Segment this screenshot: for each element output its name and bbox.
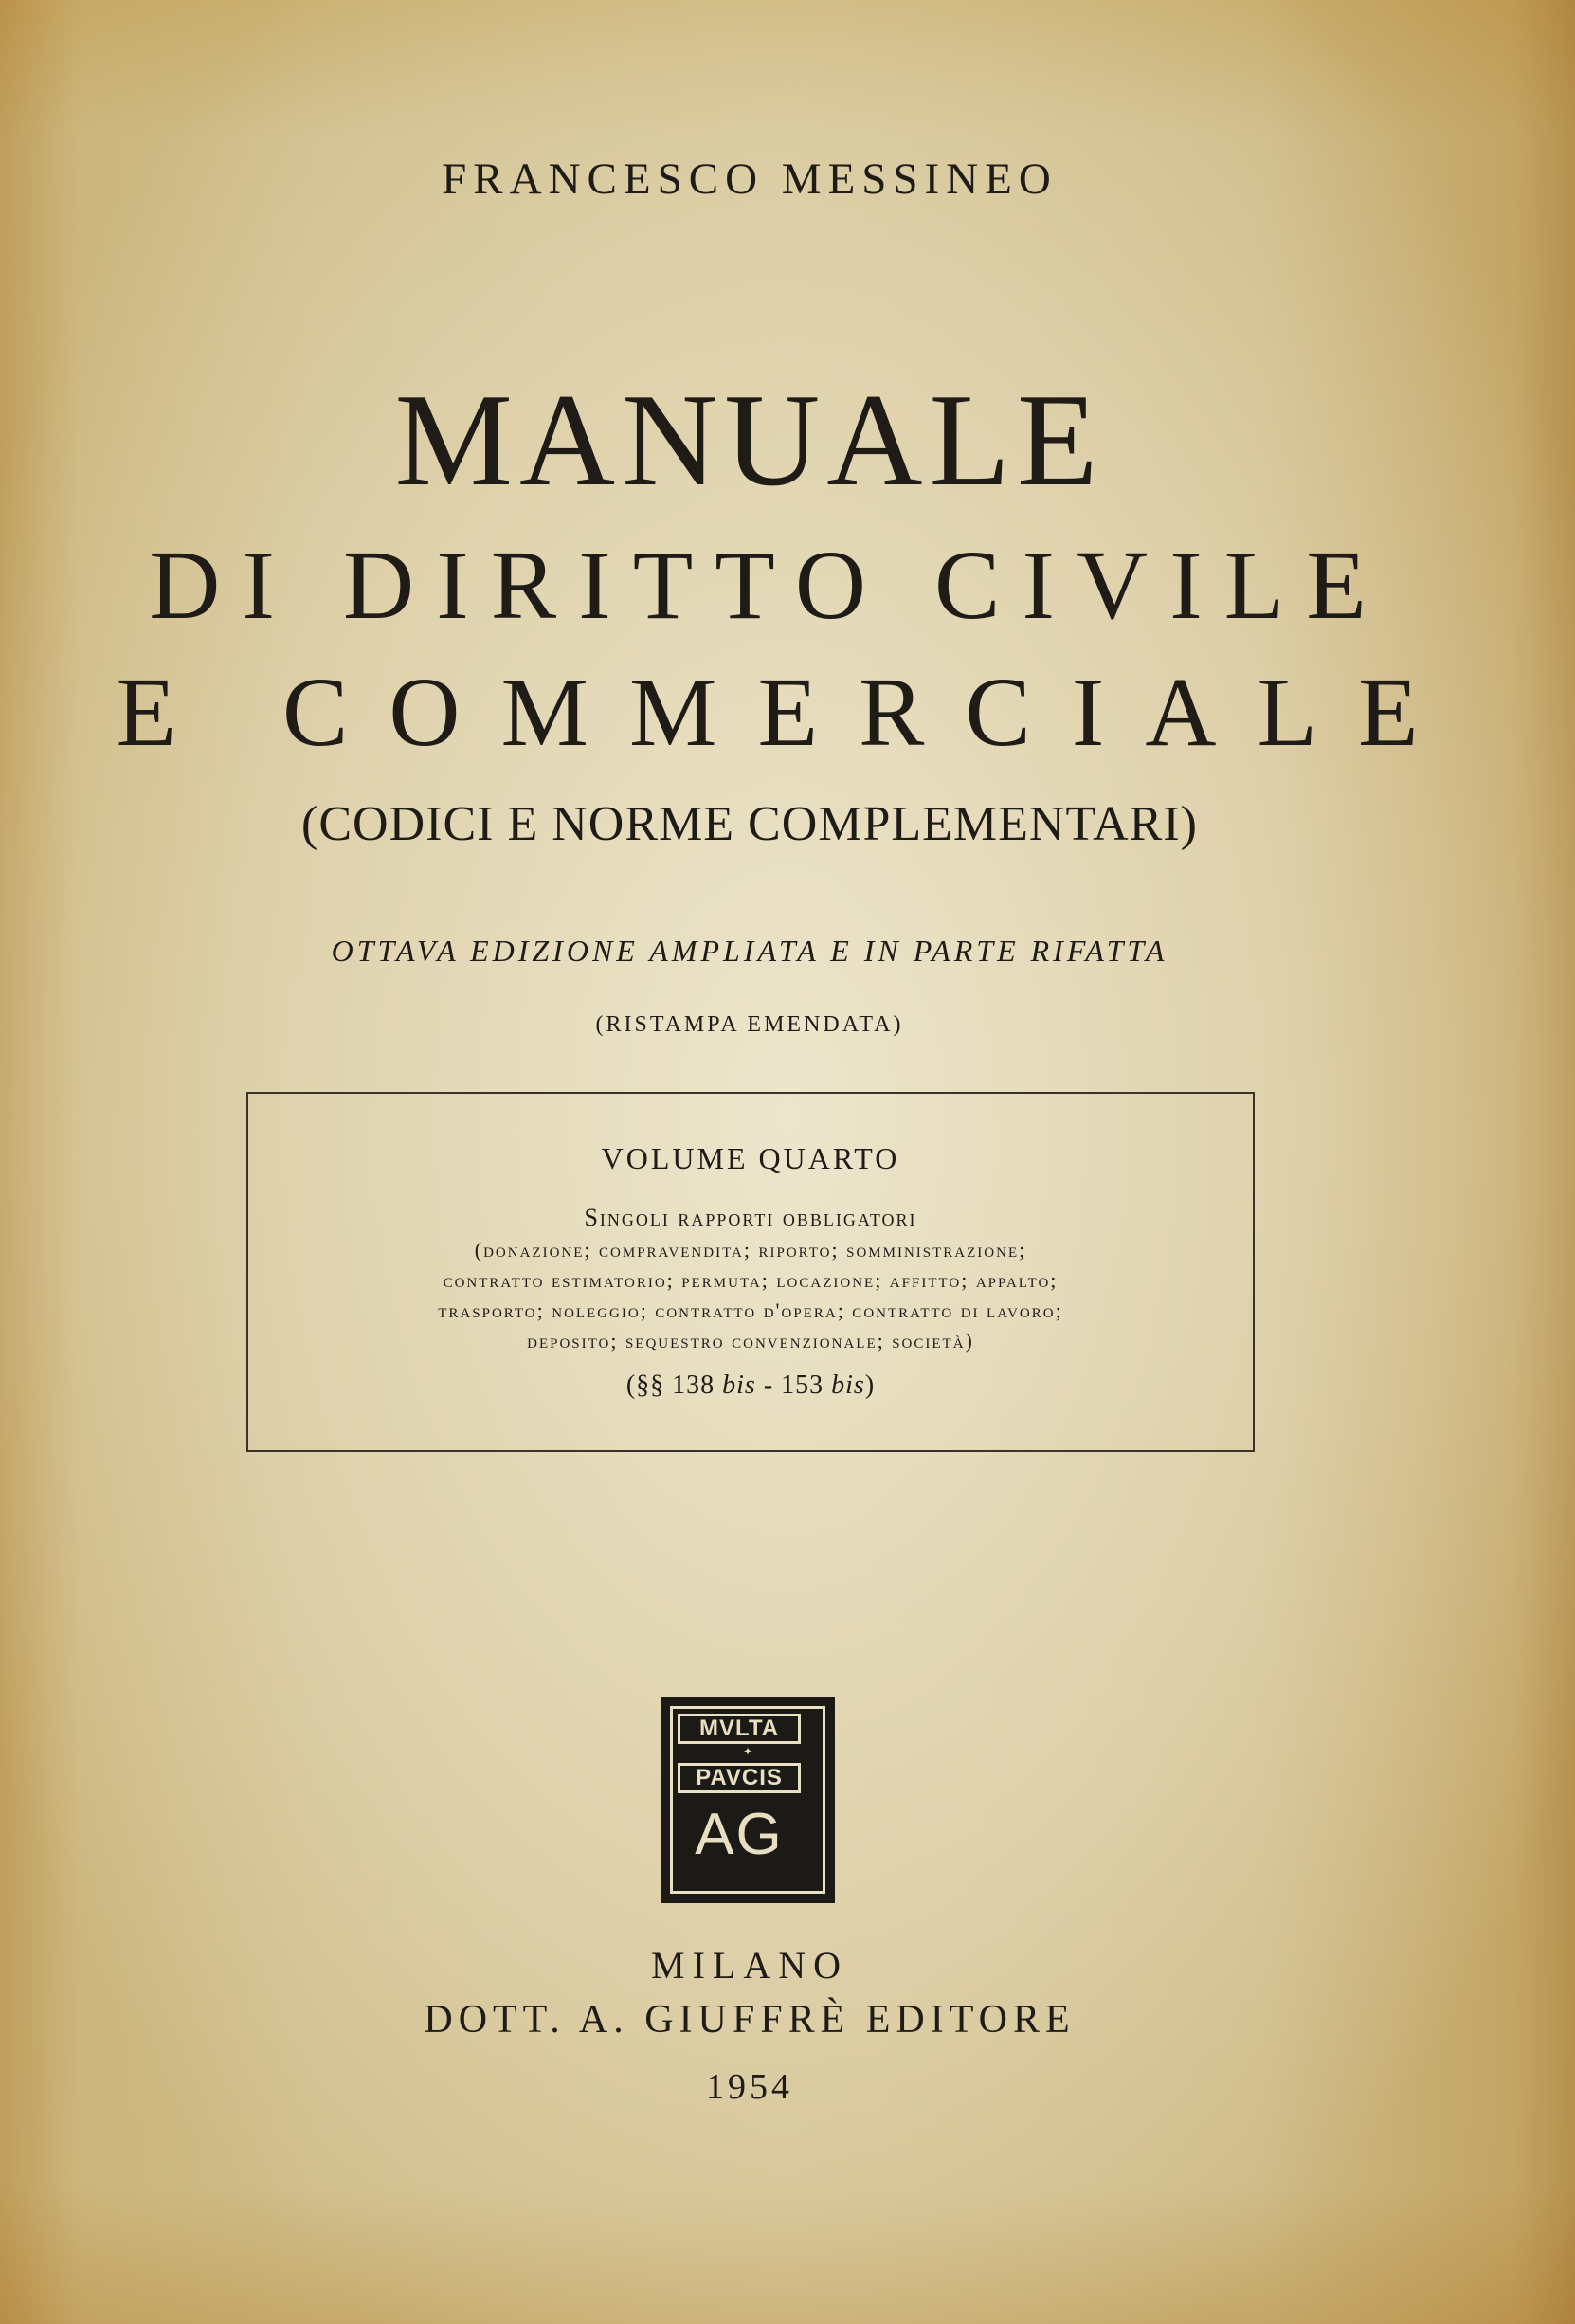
imprint-publisher: DOTT. A. GIUFFRÈ EDITORE [424,1998,1076,2042]
sections-prefix: (§§ 138 [625,1371,723,1400]
title-subtitle: (CODICI E NORME COMPLEMENTARI) [301,797,1198,851]
sections-range [248,1371,1253,1401]
volume-number: VOLUME QUARTO [601,1141,900,1175]
author-name: FRANCESCO MESSINEO [442,154,1058,204]
title-line-2: DI DIRITTO CIVILE [149,531,1388,640]
volume-contents-line: trasporto; noleggio; contratto d'opera; contratto di lavoro; [438,1298,1063,1322]
imprint-city: MILANO [651,1944,848,1987]
title-line-3: E COMMERCIALE [116,658,1459,767]
sections-bis-1: bis [722,1371,756,1400]
edition-statement: OTTAVA EDIZIONE AMPLIATA E IN PARTE RIFATTA [331,934,1168,968]
volume-heading: Singoli rapporti obbligatori [584,1204,917,1231]
publisher-logo [661,1697,835,1903]
sections-mid: - 153 [755,1371,832,1400]
reprint-note: (RISTAMPA EMENDATA) [595,1012,904,1037]
logo-motto-line-1: MVLTA [678,1714,801,1744]
volume-contents-line: (donazione; compravendita; riporto; somministrazione; [474,1238,1027,1262]
volume-contents-line: contratto estimatorio; permuta; locazione; affitto; appalto; [443,1268,1059,1292]
sections-suffix: ) [864,1371,876,1400]
title-line-1: MANUALE [394,367,1105,514]
volume-box [246,1092,1255,1452]
logo-ornament-icon: ✦ [742,1745,753,1758]
imprint-year: 1954 [706,2067,793,2107]
volume-contents-line: deposito; sequestro convenzionale; società) [527,1329,974,1353]
logo-monogram: AG [695,1802,784,1867]
sections-bis-2: bis [831,1371,865,1400]
logo-motto-line-2: PAVCIS [678,1763,801,1793]
